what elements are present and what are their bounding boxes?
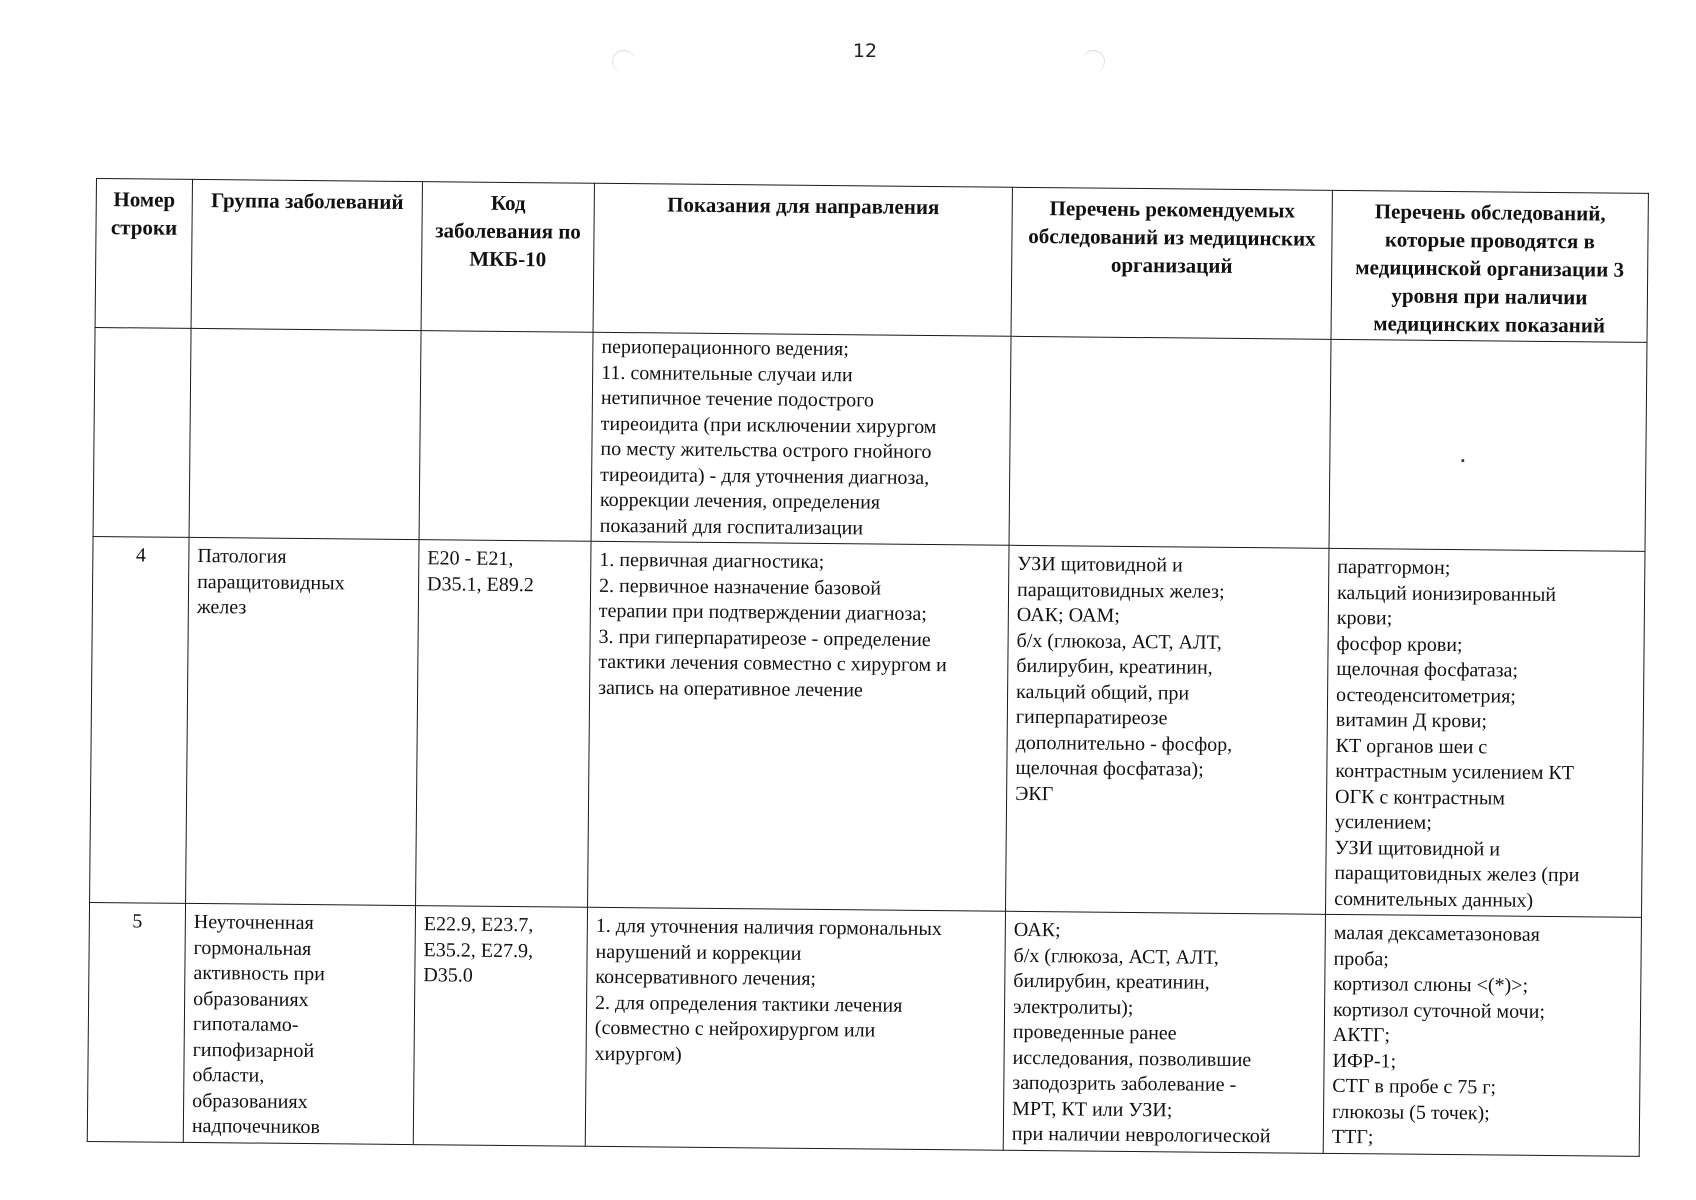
cell-text-line: коррекции лечения, определения — [599, 488, 881, 514]
cell-disease-group — [183, 903, 415, 1144]
cell-text-line: контрастным усилением КТ — [1335, 759, 1575, 785]
cell-text-line: паращитовидных желез; — [1016, 578, 1225, 603]
cell-disease-group — [186, 537, 420, 905]
cell-text-line: кальций общий, при — [1016, 680, 1190, 705]
table-row — [90, 536, 1645, 917]
cell-indications — [591, 332, 1011, 545]
header-icd-code: Код заболевания по МКБ-10 — [421, 182, 594, 333]
cell-text-line: ОАК; — [1013, 918, 1061, 942]
cell-text-line: 2. первичное назначение базовой — [599, 574, 882, 600]
cell-text-line: ОАК; ОАМ; — [1016, 603, 1120, 627]
cell-text-line: образованиях — [193, 987, 309, 1011]
cell-text-line: 1. первичная диагностика; — [599, 548, 825, 574]
cell-text-line: D35.0 — [423, 964, 473, 987]
cell-text-line: Патология — [197, 544, 287, 568]
cell-text-line: показаний для госпитализации — [599, 514, 864, 539]
cell-text-line: исследования, позволившие — [1012, 1046, 1252, 1071]
cell-level3-tests — [1323, 914, 1641, 1156]
cell-text-line: крови; — [1336, 606, 1393, 630]
referral-table — [87, 178, 1649, 1156]
cell-text-line: тактики лечения совместно с хирургом и — [598, 650, 947, 677]
cell-text-line: витамин Д крови; — [1335, 708, 1488, 733]
cell-text-line: 11. сомнительные случаи или — [601, 361, 853, 386]
table-header-row — [95, 179, 1648, 343]
cell-icd-code — [416, 540, 592, 908]
header-indications: Показания для направления — [593, 183, 1012, 336]
cell-level3-tests — [1325, 548, 1644, 917]
cell-text-line: проведенные ранее — [1012, 1020, 1177, 1045]
cell-text-line: области, — [192, 1063, 265, 1087]
cell-text-line: тиреоидита (при исключении хирургом — [600, 412, 937, 438]
cell-text-line: остеоденситометрия; — [1335, 683, 1517, 708]
stray-dot-mark — [1461, 459, 1464, 462]
cell-text-line: щелочная фосфатаза; — [1336, 657, 1519, 682]
scan-artifact-left — [612, 50, 635, 73]
cell-text-line: тиреоидита) - для уточнения диагноза, — [600, 463, 930, 489]
cell-text-line: ЭКГ — [1015, 782, 1054, 805]
cell-text-line: гормональная — [193, 936, 312, 960]
cell-text-line: СТГ в пробе с 75 г; — [1332, 1074, 1497, 1099]
cell-text-line: по месту жительства острого гнойного — [600, 437, 932, 464]
cell-text-line: E35.2, E27.9, — [423, 938, 534, 962]
cell-text-line: паратгормон; — [1337, 555, 1451, 580]
cell-text-line: желез — [196, 595, 247, 619]
cell-text-line: ОГК с контрастным — [1335, 785, 1506, 810]
header-level3-tests: Перечень обследований, которые проводятся в медицинской организации 3 уровня при наличии медицинских показаний — [1331, 190, 1648, 342]
cell-text-line: нетипичное течение подострого — [600, 386, 875, 412]
cell-indications — [585, 907, 1005, 1150]
cell-text-line: запись на оперативное лечение — [598, 676, 863, 701]
cell-text-line: МРТ, КТ или УЗИ; — [1012, 1097, 1173, 1121]
cell-text-line: E22.9, E23.7, — [423, 913, 534, 937]
cell-text-line: б/х (глюкоза, АСТ, АЛТ, — [1013, 944, 1219, 969]
cell-text-line: образованиях — [192, 1089, 308, 1113]
cell-text-line: (совместно с нейрохирургом или — [594, 1016, 876, 1042]
cell-text-line: сомнительных данных) — [1334, 887, 1534, 912]
cell-text-line: глюкозы (5 точек); — [1331, 1100, 1490, 1124]
cell-indications — [588, 541, 1009, 911]
cell-row-number: 4 — [90, 536, 190, 903]
cell-text-line: ИФР-1; — [1332, 1049, 1397, 1073]
cell-recommended-tests — [1009, 336, 1331, 548]
cell-text-line: щелочная фосфатаза); — [1015, 756, 1204, 781]
cell-level3-tests — [1329, 339, 1647, 551]
cell-text-line: УЗИ щитовидной и — [1017, 552, 1183, 577]
scan-artifact-right — [1082, 50, 1105, 73]
cell-text-line: нарушений и коррекции — [595, 940, 802, 965]
table-body — [87, 327, 1647, 1155]
cell-text-line: терапии при подтверждении диагноза; — [598, 599, 927, 625]
cell-icd-code — [419, 331, 593, 542]
cell-text-line: активность при — [193, 961, 326, 986]
cell-text-line: E20 - E21, — [427, 547, 514, 571]
cell-text-line: консервативного лечения; — [595, 965, 817, 990]
cell-text-line: ТТГ; — [1331, 1125, 1374, 1149]
cell-text-line: надпочечников — [191, 1114, 321, 1139]
cell-text-line: паращитовидных — [197, 570, 345, 594]
cell-text-line: хирургом) — [594, 1042, 682, 1066]
page-number: 12 — [852, 40, 878, 62]
cell-disease-group — [189, 328, 421, 539]
cell-text-line: малая дексаметазоновая — [1333, 921, 1540, 946]
cell-row-number — [93, 327, 191, 537]
cell-text-line: при наличии неврологической — [1011, 1122, 1271, 1148]
cell-text-line: электролиты); — [1012, 995, 1134, 1019]
cell-text-line: кортизол суточной мочи; — [1332, 998, 1546, 1023]
cell-text-line: кальций ионизированный — [1336, 581, 1557, 606]
cell-text-line: АКТГ; — [1332, 1023, 1391, 1047]
cell-text-line: гиперпаратиреозе — [1015, 705, 1168, 730]
table-row — [87, 902, 1641, 1155]
cell-text-line: дополнительно - фосфор, — [1015, 731, 1233, 756]
cell-text-line: билирубин, креатинин, — [1016, 654, 1213, 679]
cell-text-line: паращитовидных желез (при — [1334, 861, 1580, 887]
header-row-number: Номер строки — [95, 179, 192, 329]
cell-text-line: б/х (глюкоза, АСТ, АЛТ, — [1016, 629, 1222, 654]
document-sheet — [87, 178, 1648, 1156]
cell-text-line: D35.1, E89.2 — [427, 572, 534, 596]
header-recommended-tests: Перечень рекомендуемых обследований из медицинских организаций — [1011, 187, 1332, 339]
cell-text-line: гипоталамо- — [192, 1012, 299, 1036]
cell-recommended-tests — [1003, 911, 1325, 1153]
cell-text-line: 2. для определения тактики лечения — [595, 991, 903, 1017]
cell-row-number: 5 — [87, 902, 185, 1141]
cell-text-line: гипофизарной — [192, 1038, 315, 1062]
cell-icd-code — [413, 906, 587, 1146]
cell-text-line: заподозрить заболевание - — [1012, 1071, 1237, 1096]
cell-text-line: проба; — [1333, 947, 1389, 970]
cell-text-line: Неуточненная — [193, 910, 314, 935]
cell-text-line: УЗИ щитовидной и — [1334, 836, 1501, 861]
cell-text-line: 3. при гиперпаратиреозе - определение — [598, 625, 931, 651]
cell-text-line: билирубин, креатинин, — [1013, 969, 1210, 994]
cell-text-line: фосфор крови; — [1336, 632, 1463, 656]
cell-text-line: 1. для уточнения наличия гормональных — [595, 914, 942, 941]
cell-text-line: усилением; — [1334, 810, 1432, 834]
cell-text-line: кортизол слюны <(*)>; — [1333, 972, 1529, 997]
header-disease-group: Группа заболеваний — [191, 179, 422, 330]
cell-text-line: КТ органов шеи с — [1335, 734, 1488, 758]
cell-recommended-tests — [1006, 545, 1329, 914]
table-row — [93, 327, 1647, 551]
cell-text-line: периоперационного ведения; — [601, 335, 849, 361]
